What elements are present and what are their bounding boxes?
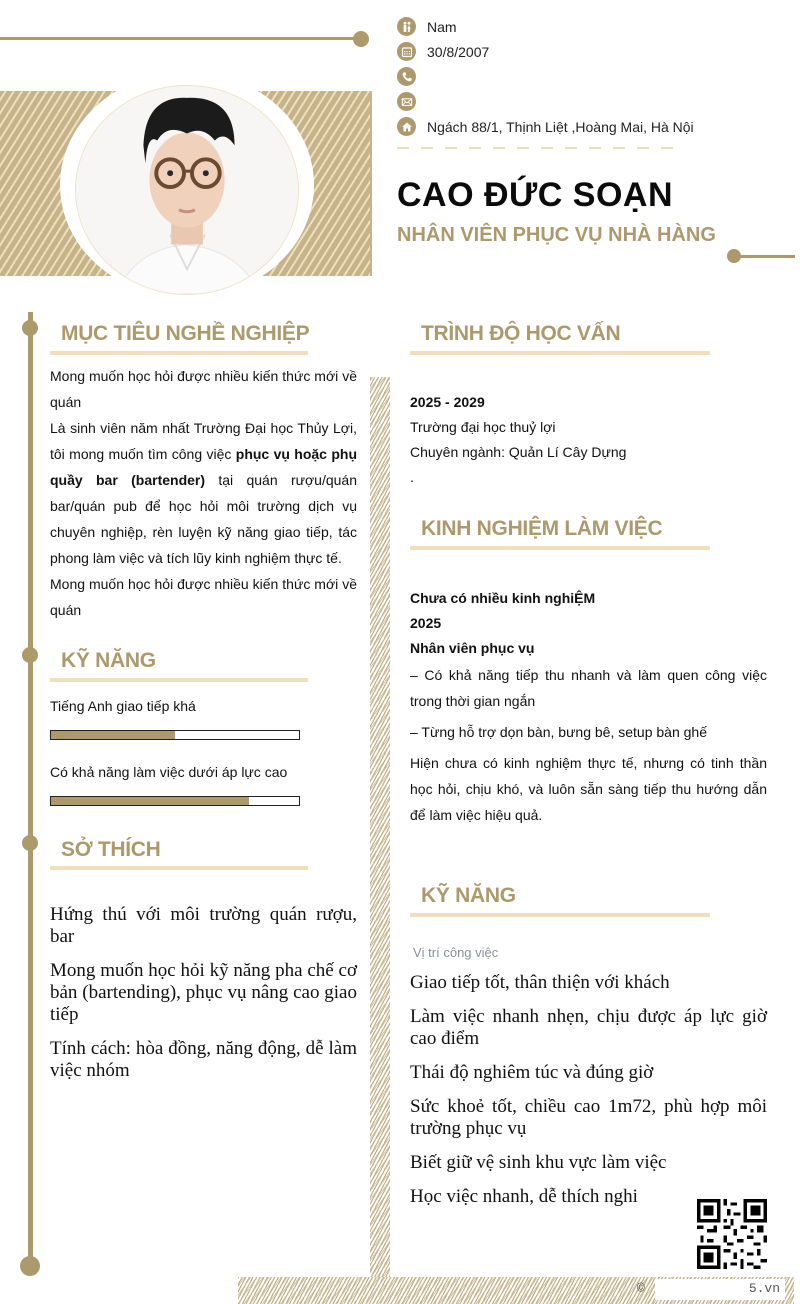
hobbies-underline [50,866,308,870]
footer-site-suffix: 5.vn [748,1281,781,1296]
role-divider-dot [727,249,741,263]
left-skills-underline [50,678,308,682]
objective-title: MỤC TIÊU NGHỀ NGHIỆP [61,322,310,345]
skill-item: Biết giữ vệ sinh khu vực làm việc [410,1152,667,1173]
objective-p2-bold: phục vụ hoặc phụ quầy bar (bartender) [50,446,357,488]
copyright-icon: © [637,1281,645,1296]
candidate-name: CAO ĐỨC SOẠN [397,176,673,214]
left-skills-title: KỸ NĂNG [61,649,156,672]
timeline-dot-skills [22,647,38,663]
gender-value: Nam [427,18,457,35]
contact-gender [397,14,694,39]
skill-item: Giao tiếp tốt, thân thiện với khách [410,972,670,993]
experience-description: Hiện chưa có kinh nghiệm thực tế, nhưng có tinh thần học hỏi, chịu khó, và luôn sẵn sàng tiếp thu hướng dẫn để làm việc hiệu quả. [410,755,767,823]
skill-progress-bar [50,730,300,740]
contact-list [397,14,694,139]
skill-progress-fill [51,797,249,805]
qr-code-icon[interactable] [697,1199,767,1269]
objective-p2-post: tại quán rượu/quán bar/quán pub để học hỏi môi trường dịch vụ chuyên nghiệp, rèn luyện kỹ năng giao tiếp, tác phong làm việc và tích lũy kinh nghiệm thực tế. [50,472,357,566]
education-period: 2025 - 2029 [410,394,485,410]
education-underline [410,351,710,355]
objective-p3: Mong muốn học hỏi được nhiều kiến thức mới về quán [50,576,357,618]
footer-copyright [637,1281,780,1296]
address-value: Ngách 88/1, Thịnh Liệt ,Hoàng Mai, Hà Nội [427,118,694,135]
education-major: Chuyên ngành: Quản Lí Cây Dựng [410,444,627,460]
hobby-item: Hứng thú với môi trường quán rượu, bar [50,904,357,947]
education-title: TRÌNH ĐỘ HỌC VẤN [421,322,621,345]
contact-email [397,89,694,114]
experience-summary: Chưa có nhiều kinh nghiỆM [410,590,596,606]
education-school: Trường đại học thuỷ lợi [410,419,556,435]
right-skills-underline [410,913,710,917]
contact-phone [397,64,694,89]
experience-position: Nhân viên phục vụ [410,640,535,656]
experience-bullet: – Có khả năng tiếp thu nhanh và làm quen công việc trong thời gian ngắn [410,667,767,709]
calendar-icon [397,42,416,61]
email-icon [397,92,416,111]
education-entry [410,390,626,490]
right-skills-title: KỸ NĂNG [421,884,516,907]
skill-item: Sức khoẻ tốt, chiều cao 1m72, phù hợp môi trường phục vụ [410,1096,767,1139]
role-divider-line [735,255,795,258]
experience-bullet: – Từng hỗ trợ dọn bàn, bưng bê, setup bàn ghế [410,724,707,740]
experience-underline [410,546,710,550]
education-note: . [410,469,414,485]
timeline-end-dot [20,1256,40,1276]
birthday-value: 30/8/2007 [427,43,490,60]
experience-entry [410,586,767,828]
portrait-image [76,86,298,294]
skill-progress-fill [51,731,175,739]
candidate-role: NHÂN VIÊN PHỤC VỤ NHÀ HÀNG [397,224,716,246]
contact-address [397,114,694,139]
job-position-placeholder: Vị trí công việc [413,945,499,960]
skill-item: Làm việc nhanh nhẹn, chịu được áp lực giờ cao điểm [410,1006,767,1049]
gender-icon [397,17,416,36]
left-timeline [28,312,33,1267]
objective-p1: Mong muốn học hỏi được nhiều kiến thức mới về quán [50,368,357,410]
skill-progress-bar [50,796,300,806]
home-icon [397,117,416,136]
header-divider-line [0,37,362,40]
experience-title: KINH NGHIỆM LÀM VIỆC [421,517,663,540]
contact-divider [397,147,679,149]
objective-underline [50,351,308,355]
skill-label: Tiếng Anh giao tiếp khá [50,698,196,714]
phone-icon [397,67,416,86]
timeline-dot-objective [22,320,38,336]
hobbies-title: SỞ THÍCH [61,838,161,861]
right-skills-list [410,972,767,1220]
objective-p2 [50,415,357,571]
experience-year: 2025 [410,615,442,631]
column-divider-pattern [370,377,390,1277]
hobby-item: Mong muốn học hỏi kỹ năng pha chế cơ bản (bartending), phục vụ nâng cao giao tiếp [50,960,357,1025]
skill-item: Thái độ nghiêm túc và đúng giờ [410,1062,654,1083]
hobby-item: Tính cách: hòa đồng, năng động, dễ làm việc nhóm [50,1038,357,1081]
avatar [75,85,299,295]
header-divider-dot [353,31,369,47]
contact-birthday [397,39,694,64]
hobbies-list [50,904,357,1094]
objective-p2-pre: Là sinh viên năm nhất Trường Đại học Thủy Lợi, tôi mong muốn tìm công việc [50,420,357,462]
timeline-dot-hobbies [22,835,38,851]
skill-item: Học việc nhanh, dễ thích nghi [410,1186,638,1207]
skill-label: Có khả năng làm việc dưới áp lực cao [50,764,288,780]
objective-text [50,363,357,623]
